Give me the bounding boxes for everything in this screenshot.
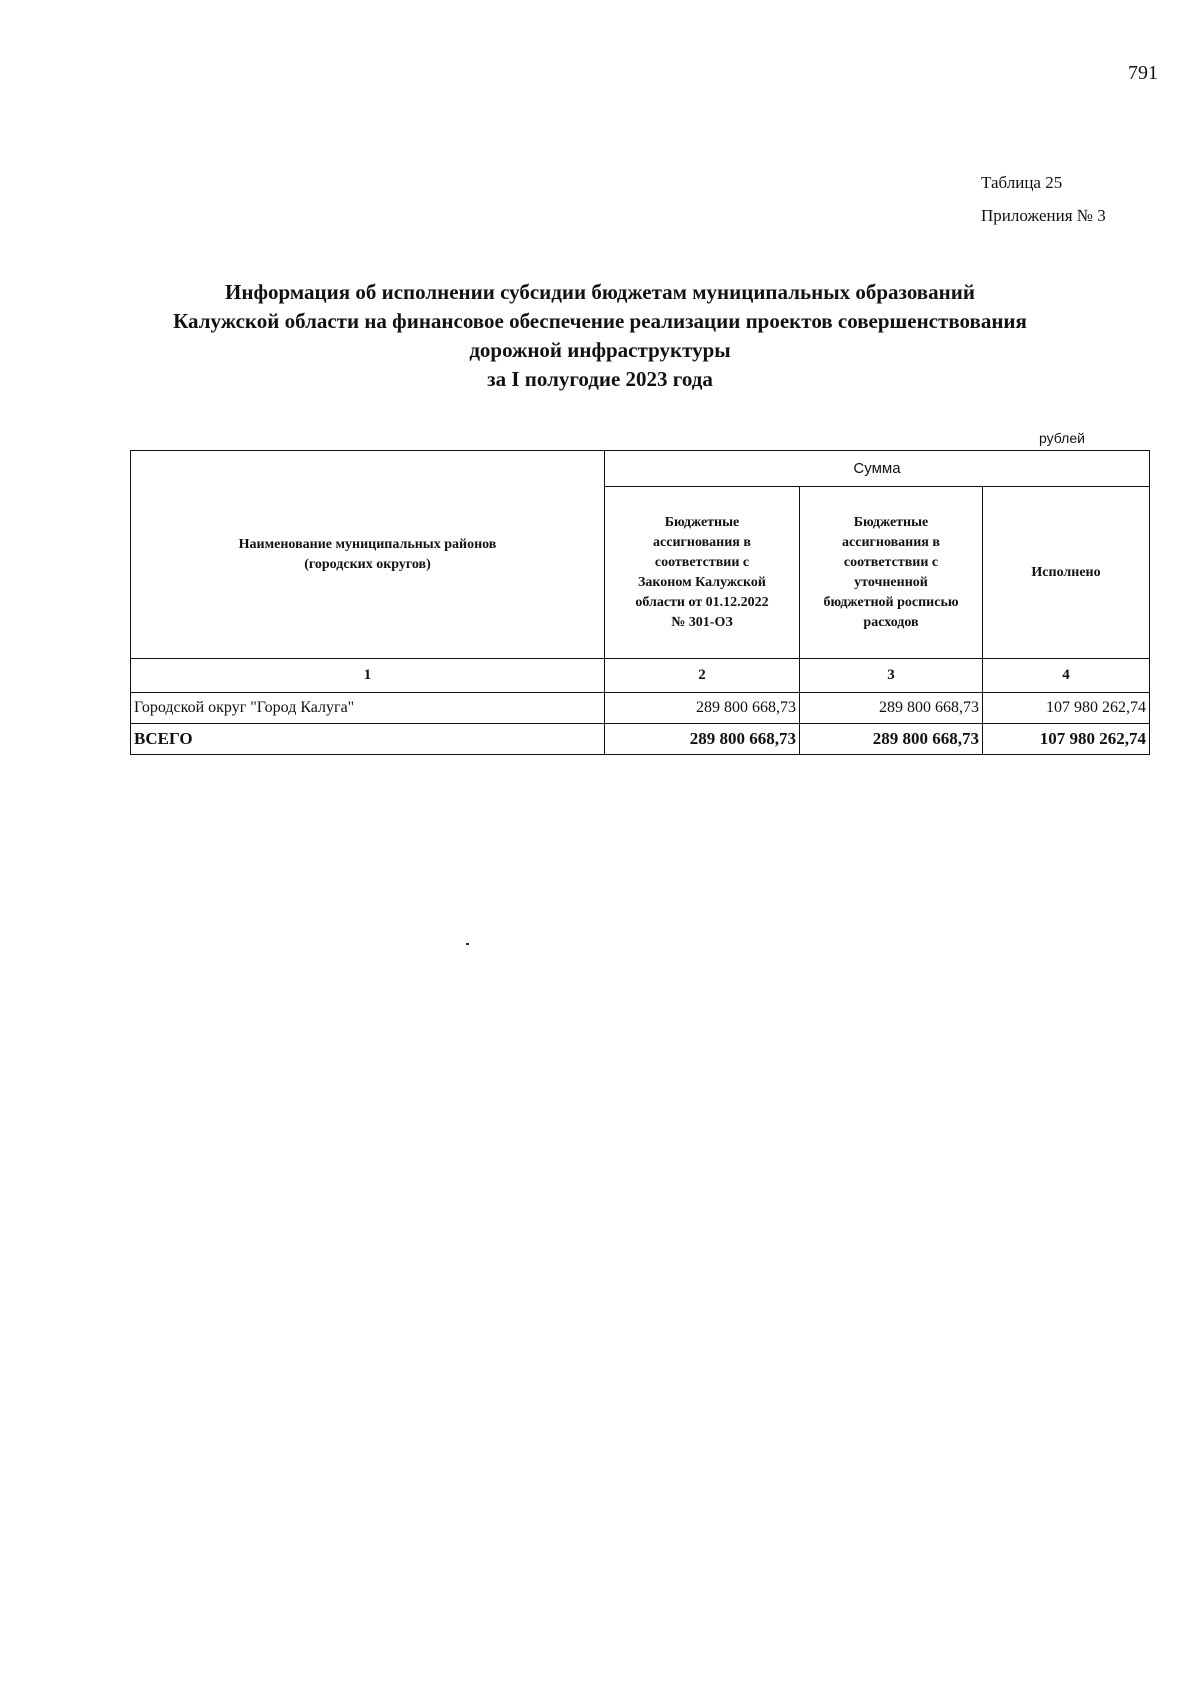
units-label: рублей: [1039, 430, 1085, 446]
header-sum-group: Сумма: [605, 451, 1150, 487]
title-line-2: Калужской области на финансовое обеспечение реализации проектов совершенствования: [173, 309, 1027, 333]
municipality-name: Городской округ "Город Калуга": [131, 693, 605, 724]
total-law-amount: 289 800 668,73: [605, 724, 800, 755]
header-col-law-line: области от 01.12.2022: [635, 594, 769, 610]
law-amount: 289 800 668,73: [605, 693, 800, 724]
header-col-refined-line: уточненной: [854, 574, 928, 590]
index-cell: 2: [605, 659, 800, 693]
refined-amount: 289 800 668,73: [800, 693, 983, 724]
header-col-law-line: № 301-ОЗ: [671, 614, 733, 630]
header-col-refined-line: соответствии с: [843, 554, 939, 570]
header-col-law: [605, 487, 800, 659]
title-line-4: за I полугодие 2023 года: [487, 367, 713, 391]
header-col-refined-line: Бюджетные: [853, 514, 929, 530]
header-name-column: [131, 451, 605, 659]
table-row: [131, 693, 1150, 724]
header-col-law-line: Законом Калужской: [638, 574, 766, 590]
header-col-refined-line: бюджетной росписью: [823, 594, 959, 610]
index-cell: 1: [131, 659, 605, 693]
table-reference: [981, 166, 1106, 232]
executed-amount: 107 980 262,74: [983, 693, 1150, 724]
header-col-law-line: соответствии с: [654, 554, 750, 570]
header-col-refined-line: ассигнования в: [842, 534, 940, 550]
title-line-1: Информация об исполнении субсидии бюджетам муниципальных образований: [225, 280, 975, 304]
total-executed-amount: 107 980 262,74: [983, 724, 1150, 755]
document-title: [100, 278, 1100, 394]
header-col-refined: [800, 487, 983, 659]
index-row: [131, 659, 1150, 693]
header-col-executed: Исполнено: [983, 487, 1150, 659]
scan-speck: [466, 943, 469, 945]
appendix-number: Приложения № 3: [981, 206, 1106, 225]
page-number: 791: [1128, 62, 1158, 84]
index-cell: 3: [800, 659, 983, 693]
table-number: Таблица 25: [981, 173, 1063, 192]
total-refined-amount: 289 800 668,73: [800, 724, 983, 755]
total-label: ВСЕГО: [131, 724, 605, 755]
header-row-group: [131, 451, 1150, 487]
header-col-refined-line: расходов: [863, 614, 919, 630]
header-name-line-1: Наименование муниципальных районов: [238, 536, 497, 552]
header-col-law-line: Бюджетные: [664, 514, 740, 530]
subsidy-table: [130, 450, 1150, 755]
title-line-3: дорожной инфраструктуры: [469, 338, 731, 362]
index-cell: 4: [983, 659, 1150, 693]
total-row: [131, 724, 1150, 755]
header-col-law-line: ассигнования в: [653, 534, 751, 550]
header-name-line-2: (городских округов): [304, 556, 431, 572]
